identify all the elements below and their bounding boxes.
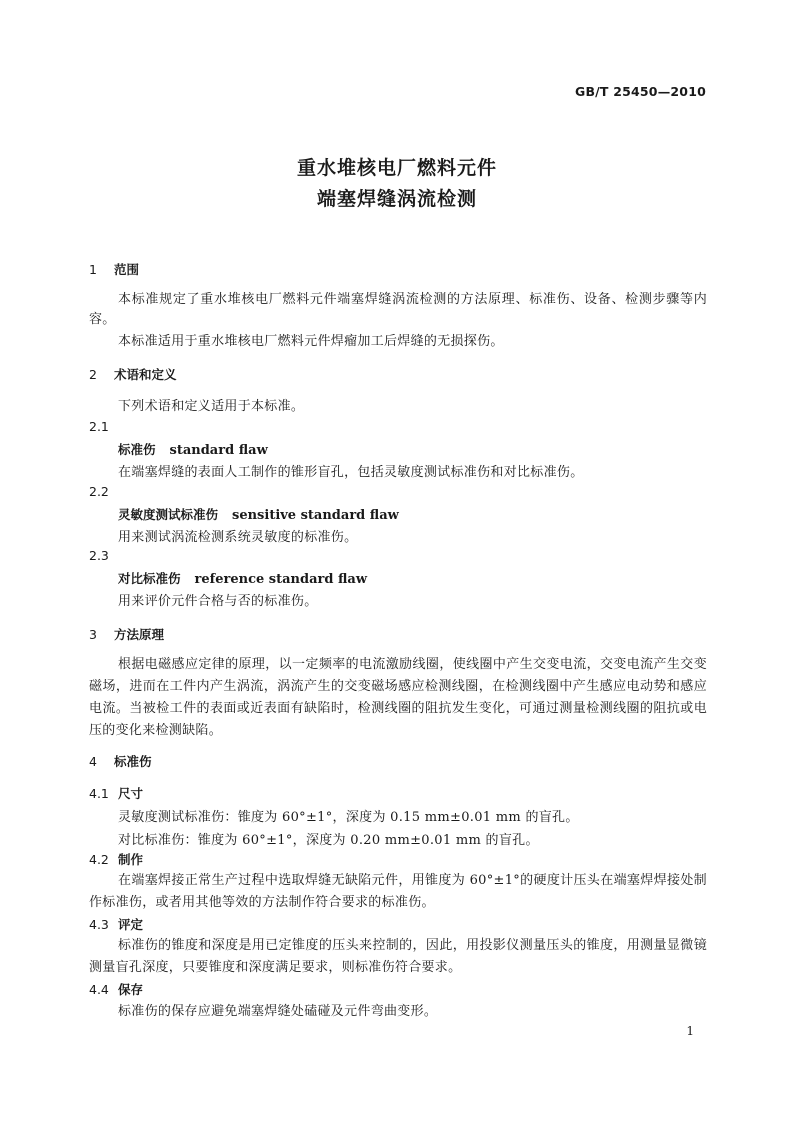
section-heading-1 xyxy=(89,260,707,280)
subsection-number: 4.1 xyxy=(89,786,109,801)
section-title: 范围 xyxy=(114,262,140,277)
term-english: reference standard flaw xyxy=(194,572,368,587)
section-number: 1 xyxy=(89,262,97,277)
paragraph: 在端塞焊接正常生产过程中选取焊缝无缺陷元件，用锥度为 60°±1°的硬度计压头在端塞焊焊接处制作标准伤，或者用其他等效的方法制作符合要求的标准伤。 xyxy=(89,873,707,910)
term-number: 2.3 xyxy=(89,548,109,563)
term-english: standard flaw xyxy=(169,443,268,458)
subsection-number: 4.2 xyxy=(89,852,109,867)
paragraph: 本标准适用于重水堆核电厂燃料元件焊瘤加工后焊缝的无损探伤。 xyxy=(118,334,504,349)
section-number: 2 xyxy=(89,367,97,382)
subsection-title: 保存 xyxy=(118,982,144,997)
section-title: 方法原理 xyxy=(114,627,165,642)
section-heading-3 xyxy=(89,625,707,645)
subsection-number: 4.4 xyxy=(89,982,109,997)
section-number: 4 xyxy=(89,754,97,769)
term-entry xyxy=(118,505,399,523)
paragraph: 根据电磁感应定律的原理，以一定频率的电流激励线圈，使线圈中产生交变电流，交变电流产生交变磁场，进而在工件内产生涡流，涡流产生的交变磁场感应检测线圈，在检测线圈中产生感应电动势和感应电流。当被检工件的表面或近表面有缺陷时，检测线圈的阻抗发生变化，可通过测量检测线圈的阻抗或电压的变化来检测缺陷。 xyxy=(89,657,707,738)
term-chinese: 对比标准伤 xyxy=(118,571,181,586)
document-title-line1: 重水堆核电厂燃料元件 xyxy=(296,157,497,179)
document-title-line2: 端塞焊缝涡流检测 xyxy=(316,188,477,210)
subsection-title: 制作 xyxy=(118,852,144,867)
term-entry xyxy=(118,569,367,587)
term-number: 2.1 xyxy=(89,419,109,434)
term-english: sensitive standard flaw xyxy=(232,508,399,523)
section-number: 3 xyxy=(89,627,97,642)
paragraph: 本标准规定了重水堆核电厂燃料元件端塞焊缝涡流检测的方法原理、标准伤、设备、检测步骤等内容。 xyxy=(89,292,707,327)
paragraph: 下列术语和定义适用于本标准。 xyxy=(118,399,305,414)
standard-code: GB/T 25450—2010 xyxy=(574,84,706,99)
paragraph: 标准伤的锥度和深度是用已定锥度的压头来控制的，因此，用投影仪测量压头的锥度，用测量显微镜测量盲孔深度，只要锥度和深度满足要求，则标准伤符合要求。 xyxy=(89,938,707,975)
subsection-heading-4-3 xyxy=(89,915,707,935)
term-definition: 用来评价元件合格与否的标准伤。 xyxy=(118,594,318,609)
section-title: 标准伤 xyxy=(114,754,152,769)
section-heading-4 xyxy=(89,752,707,772)
subsection-number: 4.3 xyxy=(89,917,109,932)
subsection-heading-4-2 xyxy=(89,850,707,870)
term-chinese: 标准伤 xyxy=(118,442,156,457)
term-number: 2.2 xyxy=(89,484,109,499)
section-title: 术语和定义 xyxy=(114,367,177,382)
term-entry xyxy=(118,440,268,458)
term-chinese: 灵敏度测试标准伤 xyxy=(118,507,219,522)
term-definition: 用来测试涡流检测系统灵敏度的标准伤。 xyxy=(118,530,358,545)
section-heading-2 xyxy=(89,365,707,385)
page-number: 1 xyxy=(686,1024,694,1038)
paragraph-line: 对比标准伤：锥度为 60°±1°，深度为 0.20 mm±0.01 mm 的盲孔。 xyxy=(118,833,539,848)
term-definition: 在端塞焊缝的表面人工制作的锥形盲孔，包括灵敏度测试标准伤和对比标准伤。 xyxy=(118,465,584,480)
paragraph-line: 灵敏度测试标准伤：锥度为 60°±1°，深度为 0.15 mm±0.01 mm 的盲孔。 xyxy=(118,810,579,825)
subsection-heading-4-4 xyxy=(89,980,707,1000)
subsection-title: 评定 xyxy=(118,917,144,932)
paragraph-line: 标准伤的保存应避免端塞焊缝处磕碰及元件弯曲变形。 xyxy=(118,1004,438,1019)
subsection-heading-4-1 xyxy=(89,784,707,804)
subsection-title: 尺寸 xyxy=(118,786,144,801)
